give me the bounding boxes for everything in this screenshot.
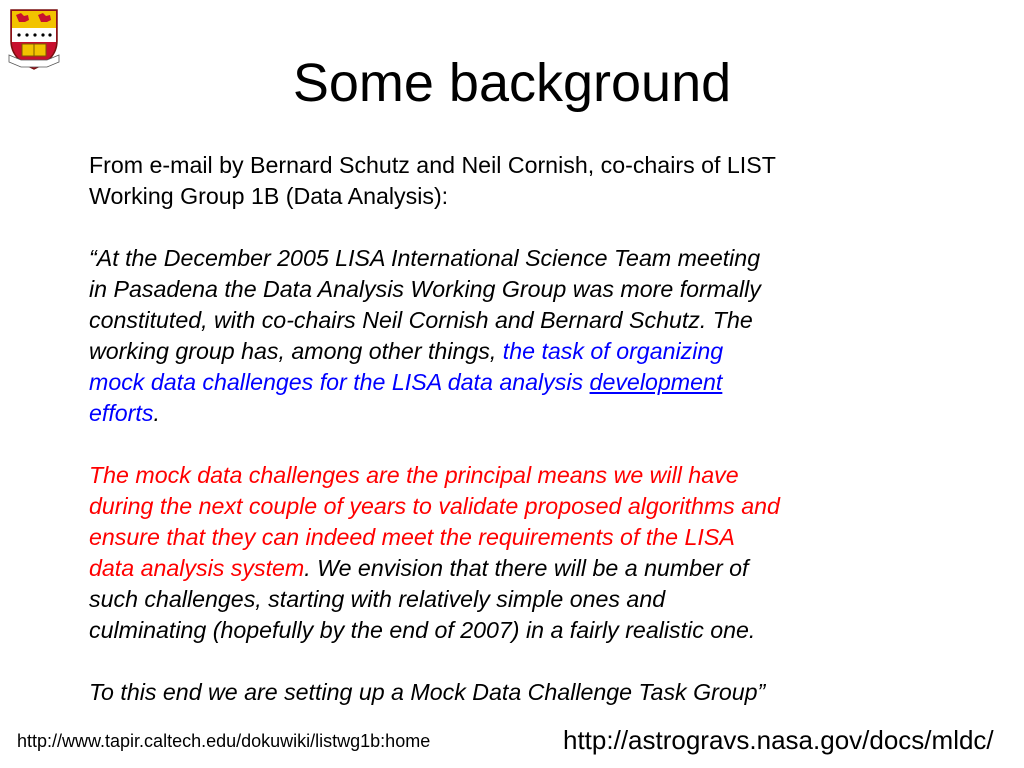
- slide-title: Some background: [292, 53, 732, 113]
- highlight-text-red: data analysis system: [89, 555, 305, 581]
- footer-url-wiki[interactable]: http://www.tapir.caltech.edu/dokuwiki/listwg1b:home: [17, 731, 431, 751]
- quote-line: [89, 553, 949, 584]
- intro-line-1: From e-mail by Bernard Schutz and Neil Cornish, co-chairs of LIST: [89, 152, 776, 178]
- paragraph-gap: [89, 646, 949, 677]
- quote-text: working group has, among other things,: [89, 338, 503, 364]
- slide-body: [89, 150, 949, 708]
- quote-text: .: [153, 400, 160, 426]
- highlight-text-red: ensure that they can indeed meet the requirements of the LISA: [89, 524, 735, 550]
- intro-line-2: Working Group 1B (Data Analysis):: [89, 183, 449, 209]
- paragraph-gap: [89, 212, 949, 243]
- quote-line: such challenges, starting with relatively simple ones and: [89, 586, 666, 612]
- highlight-text-blue: efforts: [89, 400, 154, 426]
- highlight-text-blue: the task of organizing: [502, 338, 724, 364]
- quote-line: culminating (hopefully by the end of 2007) in a fairly realistic one.: [89, 617, 756, 643]
- quote-text: . We envision that there will be a number of: [304, 555, 749, 581]
- highlight-text-blue: mock data challenges for the LISA data analysis: [89, 369, 590, 395]
- quote-line: “At the December 2005 LISA International Science Team meeting: [89, 245, 761, 271]
- quote-line: [89, 367, 949, 398]
- highlight-text-red: during the next couple of years to validate proposed algorithms and: [89, 493, 780, 519]
- quote-line: To this end we are setting up a Mock Data Challenge Task Group”: [89, 679, 766, 705]
- footer-url-mldc[interactable]: http://astrogravs.nasa.gov/docs/mldc/: [563, 725, 994, 755]
- development-link[interactable]: development: [589, 369, 723, 395]
- quote-line: [89, 336, 949, 367]
- quote-line: in Pasadena the Data Analysis Working Group was more formally: [89, 276, 761, 302]
- highlight-text-red: The mock data challenges are the principal means we will have: [89, 462, 739, 488]
- quote-line: [89, 398, 949, 429]
- paragraph-gap: [89, 429, 949, 460]
- quote-line: constituted, with co-chairs Neil Cornish and Bernard Schutz. The: [89, 307, 753, 333]
